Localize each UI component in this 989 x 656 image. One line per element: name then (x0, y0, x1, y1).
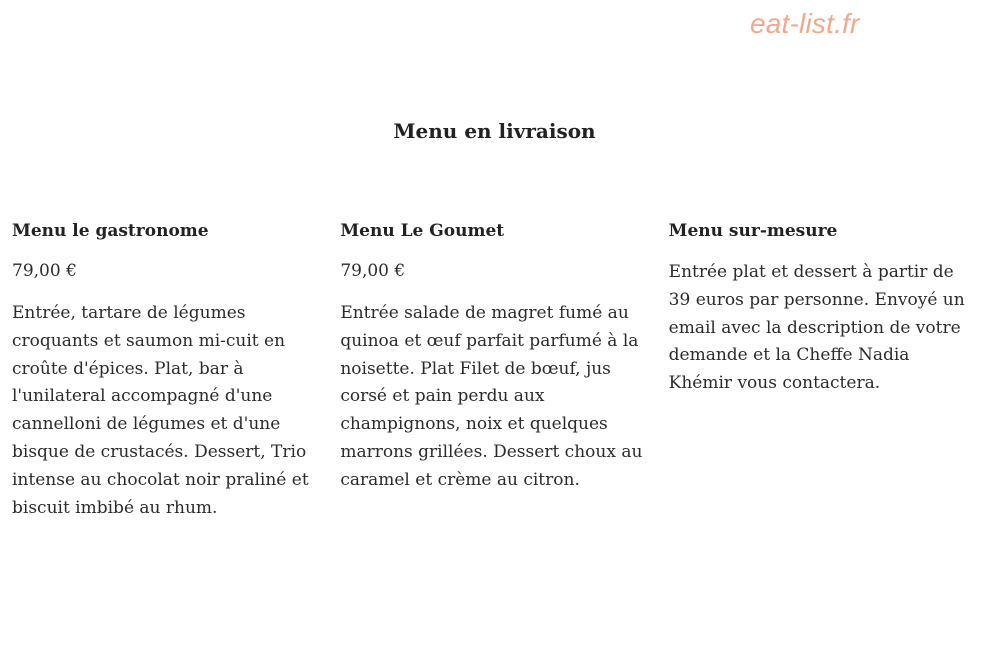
menu-list (12, 219, 977, 522)
menu-card-sur-mesure (669, 219, 977, 522)
menu-description: Entrée salade de magret fumé au quinoa et œuf parfait parfumé à la noisette. Plat Filet de bœuf, jus corsé et pain perdu aux champignons, noix et quelques marrons grillées. Dessert choux au caramel et crème au citron. (340, 303, 643, 490)
page-title: Menu en livraison (393, 119, 596, 143)
menu-price: 79,00 € (340, 261, 406, 281)
menu-name: Menu Le Goumet (340, 221, 505, 241)
menu-name: Menu sur-mesure (668, 221, 838, 241)
watermark-logo: eat-list.fr (750, 8, 860, 39)
menu-description: Entrée, tartare de légumes croquants et saumon mi-cuit en croûte d'épices. Plat, bar à l'unilateral accompagné d'une cannelloni de légumes et d'une bisque de crustacés. Dessert, Trio intense au chocolat noir praliné et biscuit imbibé au rhum. (12, 303, 309, 518)
menu-name: Menu le gastronome (12, 221, 209, 241)
menu-price: 79,00 € (12, 261, 77, 281)
menu-card-gastronome (12, 219, 320, 522)
menu-card-goumet (340, 219, 648, 522)
menu-description: Entrée plat et dessert à partir de 39 euros par personne. Envoyé un email avec la description de votre demande et la Cheffe Nadia Khémir vous contactera. (668, 262, 965, 394)
